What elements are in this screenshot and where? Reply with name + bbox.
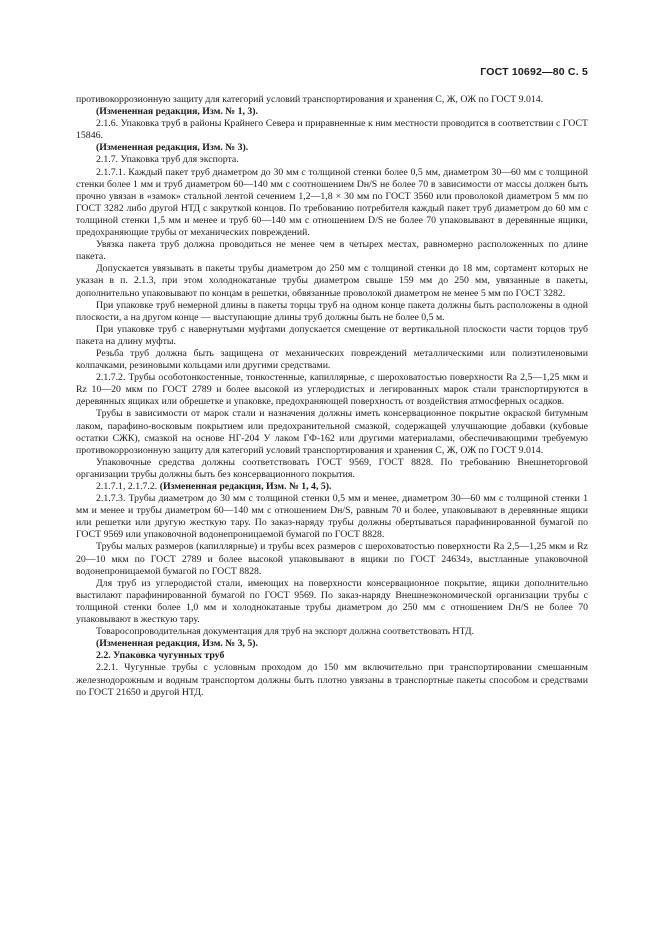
paragraph: 2.1.7.2. Трубы особотонкостенные, тонкостенные, капиллярные, с шероховатостью поверхности Ra 2,5—1,25 мкм и Rz 10—20 мкм по ГОСТ 2789 и более высокой из углеродистых и легированных марок стали транспортируются в деревянных ящиках или обрешетке и упаковке, предохраняющей поверхность от воздействия атмосферных осадков. [76,372,588,408]
document-body [76,94,588,699]
paragraph: Увязка пакета труб должна проводиться не менее чем в четырех местах, равномерно расположенных по длине пакета. [76,239,588,263]
paragraph: (Измененная редакция, Изм. № 1, 3). [96,106,258,118]
paragraph [76,481,588,493]
paragraph: 2.1.6. Упаковка труб в районы Крайнего Севера и приравненные к ним местности проводится в соответствии с ГОСТ 15846. [76,118,588,142]
paragraph: 2.2. Упаковка чугунных труб [96,650,225,662]
paragraph: Упаковочные средства должны соответствовать ГОСТ 9569, ГОСТ 8828. По требованию Внешнеторговой организации трубы должны быть без консервационного покрытия. [76,456,588,480]
paragraph: Трубы малых размеров (капиллярные) и трубы всех размеров с шероховатостью поверхности Ra 2,5—1,25 мкм и Rz 20—10 мкм по ГОСТ 2789 и более высокой упаковывают в ящики по ГОСТ 24634э, выстланные упаковочной водонепроницаемой бумагой по ГОСТ 8828. [76,541,588,577]
paragraph: Допускается увязывать в пакеты трубы диаметром до 250 мм с толщиной стенки до 18 мм, сортамент которых не указан в п. 2.1.3, при этом холоднокатаные трубы диаметром свыше 159 мм до 250 мм, увязанные в пакеты, дополнительно упаковывают по концам в решетки, обвязанные проволокой диаметром не менее 5 мм по ГОСТ 3282. [76,263,588,299]
paragraph: 2.1.7.3. Трубы диаметром до 30 мм с толщиной стенки 0,5 мм и менее, диаметром 30—60 мм с толщиной стенки 1 мм и менее и трубы диаметром 60—140 мм с отношением Dн/S, равным 70 и более, упаковывают в деревянные ящики или решетки или другую жесткую тару. По заказ-наряду трубы должны обертываться парафинированной бумагой по ГОСТ 9569 или упаковочной водонепроницаемой бумагой по ГОСТ 8828. [76,493,588,541]
document-page [76,64,588,699]
paragraph: Товаросопроводительная документация для труб на экспорт должна соответствовать НТД. [96,626,474,638]
paragraph: Для труб из углеродистой стали, имеющих на поверхности консервационное покрытие, ящики дополнительно выстилают парафинированной бумагой по ГОСТ 9569. По заказ-наряду Внешнеэкономической организации трубы с толщиной стенки более 1,0 мм и холоднокатаные трубы диаметром до 250 мм с отношением Dн/S не более 70 упаковывают в жесткую тару. [76,577,588,626]
paragraph: Трубы в зависимости от марок стали и назначения должны иметь консервационное покрытие окраской битумным лаком, парафино-восковым покрытием или предохранительной смазкой, содержащей улучшающие добавки (кубовые остатки СЖК), смазкой на основе НГ-204 У лаком ГФ-162 или другими материалами, обеспечивающими требуемую противокоррозионную защиту для категорий условий транспортирования и хранения С, Ж, ОЖ по ГОСТ 9.014. [76,408,588,456]
paragraph: 2.1.7. Упаковка труб для экспорта. [96,154,239,166]
paragraph: При упаковке труб немерной длины в пакеты торцы труб на одном конце пакета должны быть расположены в одной плоскости, а на другом конце — выступающие длины труб должны быть не более 0,5 м. [76,299,588,323]
page-header: ГОСТ 10692—80 С. 5 [480,66,588,78]
paragraph: Резьба труб должна быть защищена от механических повреждений металлическими или полиэтиленовыми колпачками, резиновыми кольцами или другими средствами. [76,347,588,372]
paragraph: При упаковке труб с навернутыми муфтами допускается смещение от вертикальной плоскости части торцов труб пакета на длину муфты. [76,323,588,347]
paragraph: 2.1.7.1. Каждый пакет труб диаметром до 30 мм с толщиной стенки более 0,5 мм, диаметром 30—60 мм с толщиной стенки более 1 мм и труб диаметром 60—140 мм с соотношением Dн/S не более 70 в зависимости от массы должен быть прочно увязан в «замок» стальной лентой сечением 1,2—1,8 × 30 мм по ГОСТ 3560 или проволокой диаметром 5 мм по ГОСТ 3282 либо другой НТД с закруткой концов. По требованию потребителя каждый пакет труб диаметром до 60 мм с толщиной стенки 1,5 мм и менее и труб 60—140 мм с отношением D/S не более 70 упаковывают в деревянные ящики, предохраняющие трубы от механических повреждений. [76,166,588,239]
paragraph: 2.2.1. Чугунные трубы с условным проходом до 150 мм включительно при транспортировании смешанным железнодорожным и водным транспортом должны быть плотно увязаны в транспортные пакеты способом и средствами по ГОСТ 21650 и другой НТД. [76,662,588,698]
paragraph: противокоррозионную защиту для категорий условий транспортирования и хранения С, Ж, ОЖ по ГОСТ 9.014. [76,94,544,105]
paragraph: (Измененная редакция, Изм. № 3). [96,142,249,154]
paragraph-bold-tail: (Измененная редакция, Изм. № 1, 4, 5). [159,481,332,492]
paragraph-lead: 2.1.7.1, 2.1.7.2. [96,481,160,492]
paragraph: (Измененная редакция, Изм. № 3, 5). [96,638,258,650]
